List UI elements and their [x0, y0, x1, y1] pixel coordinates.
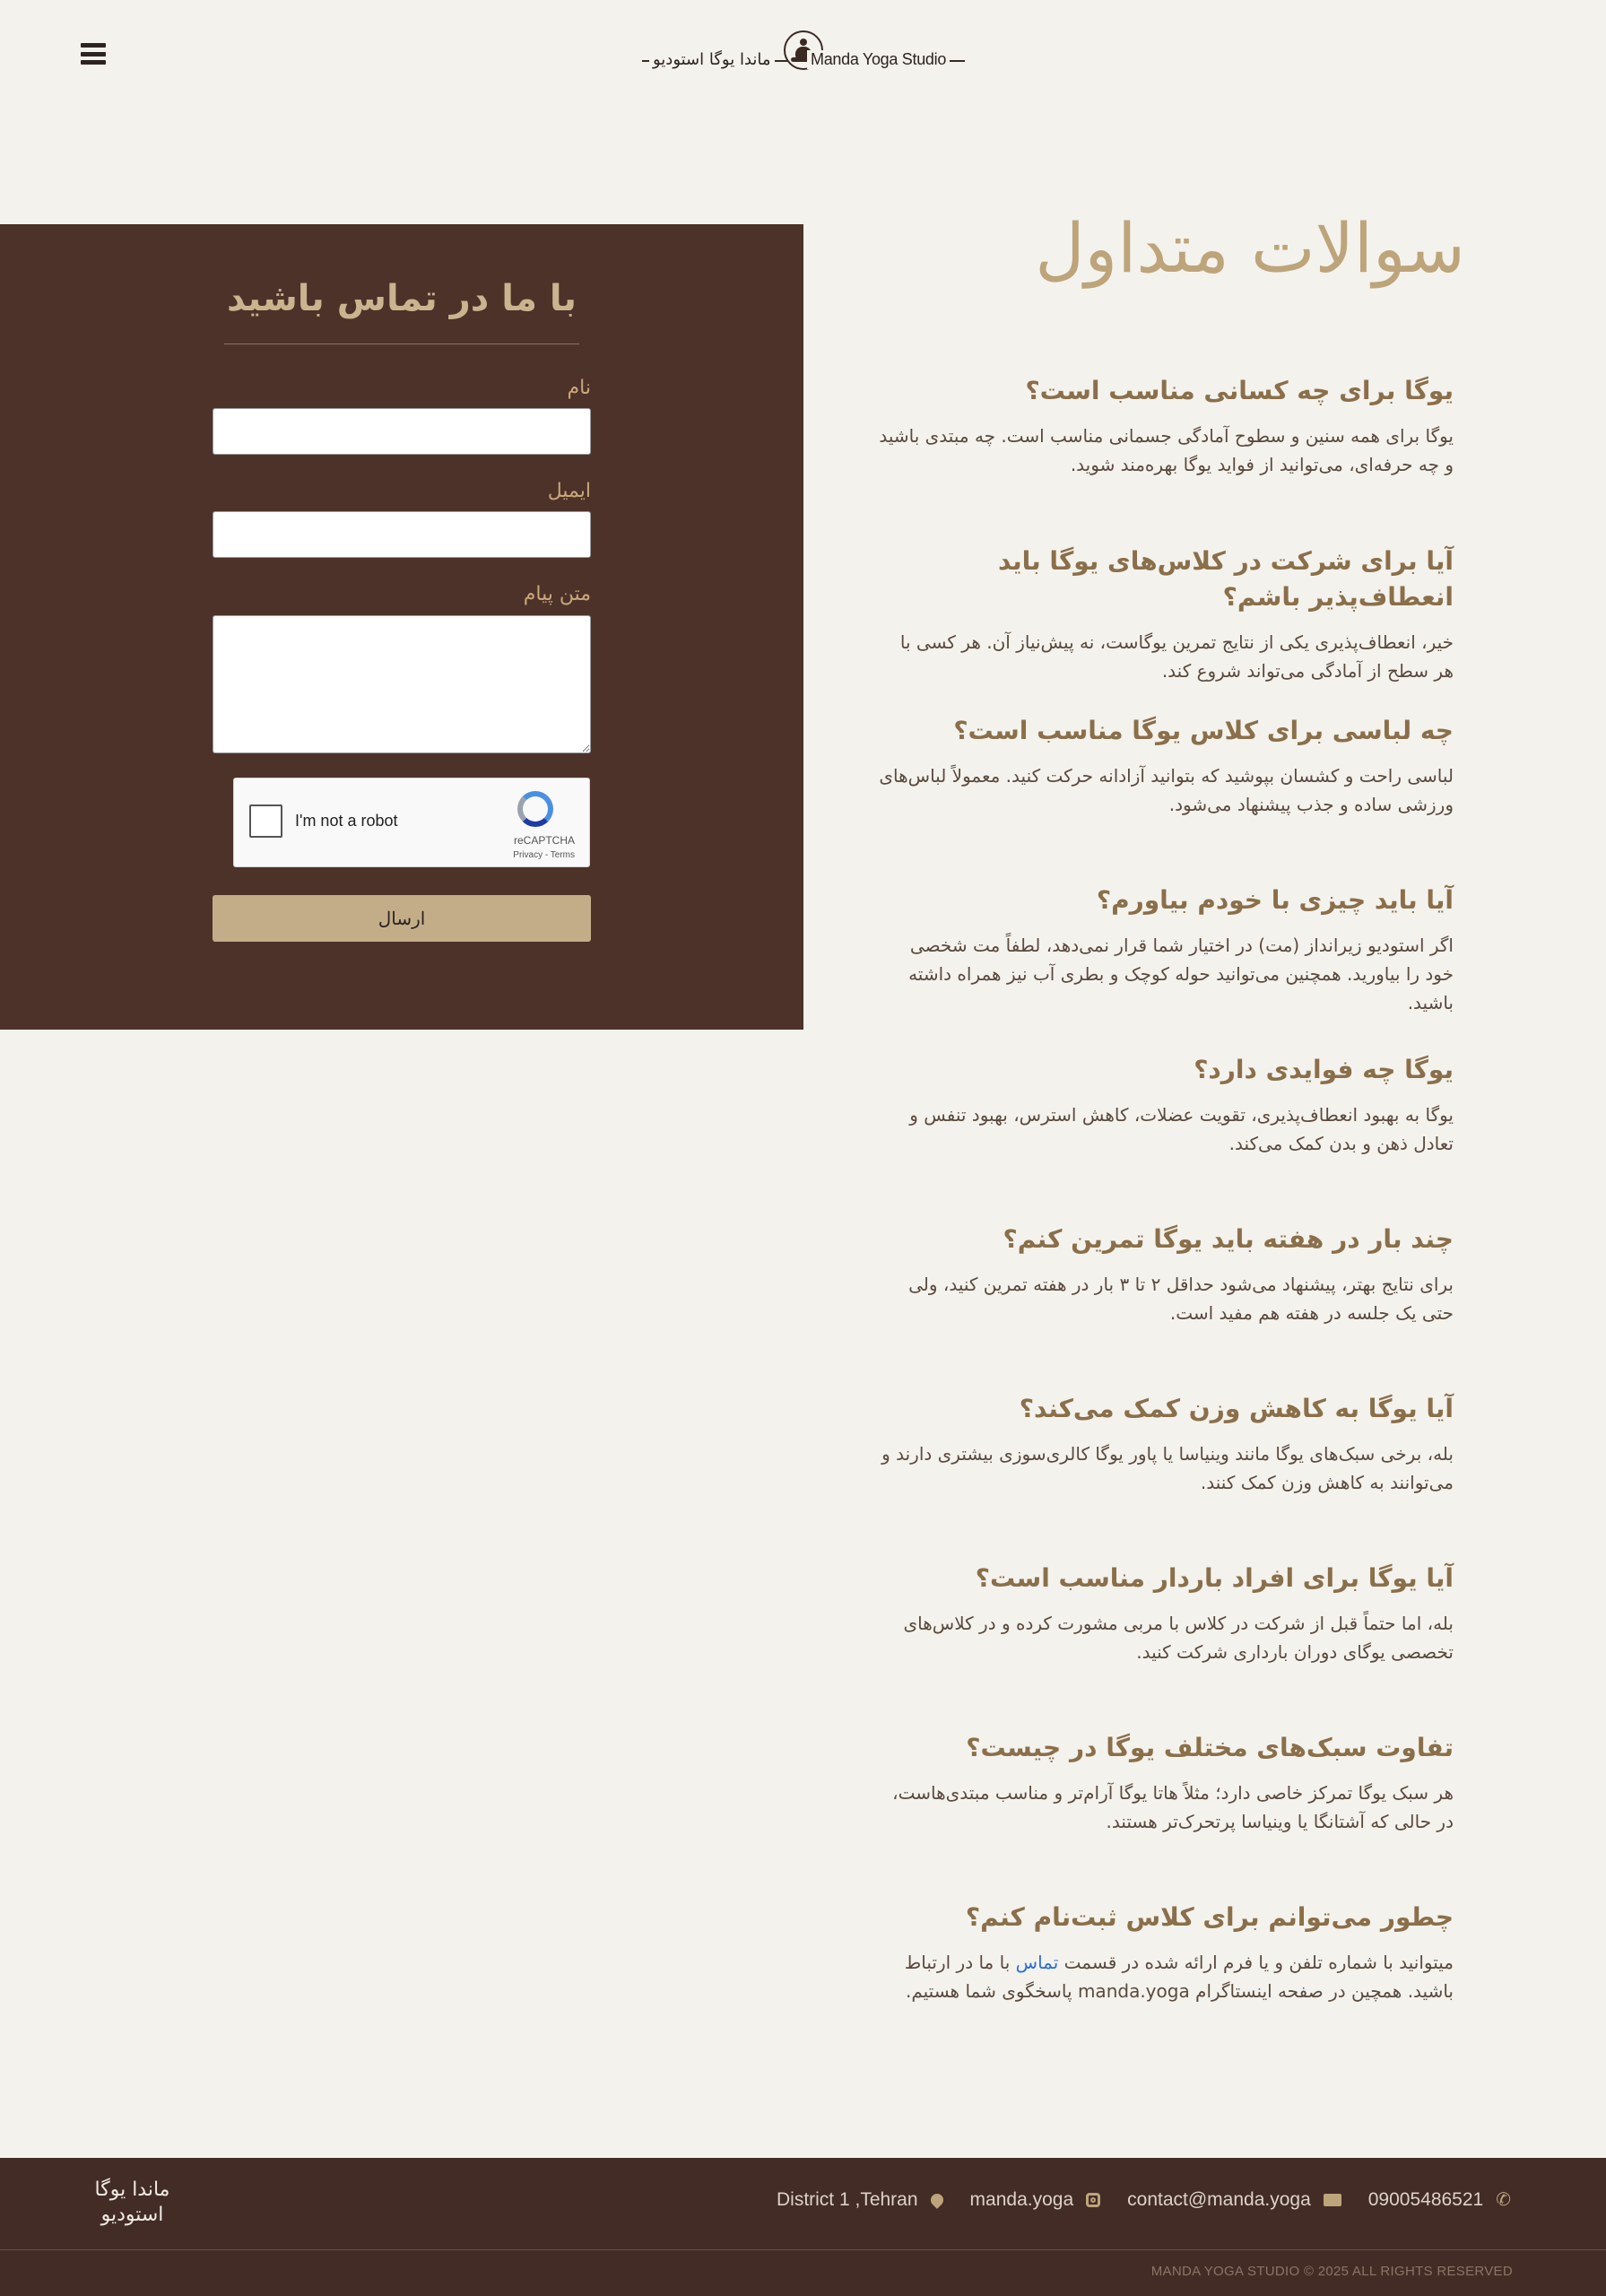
faq-item: [879, 1561, 1454, 1666]
faq-item: [879, 1900, 1454, 2005]
faq-question: آیا یوگا برای افراد باردار مناسب است؟: [975, 1563, 1454, 1593]
message-label: متن پیام: [523, 583, 591, 605]
contact-form-panel: [0, 224, 803, 1030]
logo-text-en: Manda Yoga Studio: [807, 50, 950, 69]
email-label: ایمیل: [547, 480, 591, 502]
footer-contacts: [777, 2188, 1511, 2211]
faq-answer: هر سبک یوگا تمرکز خاصی دارد؛ مثلاً هاتا یوگا آرام‌تر و مناسب مبتدی‌هاست، در حالی که آشتانگا یا وینیاسا پرتحرک‌تر هستند.: [892, 1782, 1454, 1832]
faq-item: [879, 373, 1454, 479]
faq-question: آیا یوگا به کاهش وزن کمک می‌کند؟: [1019, 1394, 1454, 1423]
faq-question: تفاوت سبک‌های مختلف یوگا در چیست؟: [966, 1733, 1454, 1762]
recaptcha-checkbox[interactable]: [249, 804, 282, 838]
instagram-icon: [1086, 2193, 1100, 2207]
faq-answer: یوگا به بهبود انعطاف‌پذیری، تقویت عضلات، کاهش استرس، بهبود تنفس و تعادل ذهن و بدن کمک می‌کند.: [909, 1104, 1454, 1154]
footer-instagram[interactable]: [970, 2189, 1101, 2211]
site-logo[interactable]: [642, 27, 965, 77]
recaptcha-label: I'm not a robot: [295, 812, 398, 830]
emblem-head: [800, 39, 807, 46]
phone-text: 09005486521: [1367, 2188, 1484, 2210]
faq-item: [879, 1052, 1454, 1158]
faq-item: [879, 713, 1454, 819]
contact-link[interactable]: تماس: [1015, 1952, 1059, 1973]
footer-logo-line: استودیو: [100, 2204, 164, 2226]
message-textarea[interactable]: [213, 615, 591, 753]
footer-logo[interactable]: [90, 2178, 175, 2228]
faq-item: [879, 1391, 1454, 1497]
menu-bar: [81, 43, 106, 48]
recaptcha-logo-icon: [517, 791, 553, 827]
footer-divider: [0, 2249, 1606, 2250]
menu-bar: [81, 60, 106, 65]
instagram-text: manda.yoga: [969, 2188, 1074, 2210]
faq-question: یوگا چه فوایدی دارد؟: [1194, 1055, 1454, 1084]
footer-logo-line: ماندا یوگا: [94, 2179, 170, 2201]
phone-icon: ✆: [1496, 2190, 1511, 2210]
faq-item: [879, 544, 1454, 685]
faq-question: چطور می‌توانم برای کلاس ثبت‌نام کنم؟: [965, 1902, 1454, 1932]
envelope-icon: [1324, 2194, 1341, 2206]
faq-question: یوگا برای چه کسانی مناسب است؟: [1025, 376, 1454, 405]
faq-answer: بله، برخی سبک‌های یوگا مانند وینیاسا یا پاور یوگا کالری‌سوزی بیشتری دارند و می‌توانند به کاهش وزن کمک کنند.: [881, 1443, 1454, 1493]
faq-question: چند بار در هفته باید یوگا تمرین کنم؟: [1003, 1224, 1454, 1254]
faq-answer: [879, 1948, 1454, 2005]
faq-item: [879, 1222, 1454, 1327]
footer-email[interactable]: [1127, 2189, 1341, 2211]
address-text: District 1 ,Tehran: [776, 2188, 918, 2210]
map-pin-icon: [928, 2191, 946, 2209]
faq-answer: خیر، انعطاف‌پذیری یکی از نتایج تمرین یوگاست، نه پیش‌نیاز آن. هر کسی با هر سطح از آمادگی می‌تواند شروع کند.: [899, 631, 1454, 682]
faq-question: چه لباسی برای کلاس یوگا مناسب است؟: [953, 716, 1454, 745]
email-field[interactable]: [213, 511, 591, 558]
recaptcha-privacy-terms-link[interactable]: Privacy - Terms: [513, 850, 575, 860]
faq-item: [879, 883, 1454, 1017]
contact-title: با ما در تماس باشید: [227, 278, 577, 319]
faq-title: سوالات متداول: [1035, 208, 1465, 288]
faq-answer: اگر استودیو زیرانداز (مت) در اختیار شما قرار نمی‌دهد، لطفاً مت شخصی خود را بیاورید. همچنین می‌توانید حوله کوچک و بطری آب نیز همراه داشته باشید.: [908, 935, 1454, 1013]
footer-phone[interactable]: [1368, 2188, 1511, 2211]
copyright-text: MANDA YOGA STUDIO © 2025 ALL RIGHTS RESERVED: [1150, 2264, 1513, 2279]
faq-answer: یوگا برای همه سنین و سطوح آمادگی جسمانی مناسب است. چه مبتدی باشید و چه حرفه‌ای، می‌توانید از فواید یوگا بهره‌مند شوید.: [879, 425, 1454, 475]
name-field[interactable]: [213, 408, 591, 455]
faq-question: آیا باید چیزی با خودم بیاورم؟: [1096, 885, 1454, 915]
faq-answer-text: میتوانید با شماره تلفن و یا فرم ارائه شده در قسمت: [1058, 1952, 1454, 1973]
logo-text-fa: ماندا یوگا استودیو: [649, 50, 775, 69]
faq-question: آیا برای شرکت در کلاس‌های یوگا باید انعطاف‌پذیر باشم؟: [997, 546, 1454, 612]
footer-address[interactable]: [777, 2189, 943, 2211]
recaptcha-brand: reCAPTCHA: [513, 834, 575, 847]
recaptcha-widget: [233, 778, 590, 867]
menu-bar: [81, 52, 106, 57]
email-text: contact@manda.yoga: [1127, 2188, 1311, 2210]
submit-button[interactable]: ارسال: [213, 895, 591, 942]
faq-answer-text: با ما در ارتباط باشید. همچین در صفحه اینستاگرام manda.yoga پاسخگوی شما هستیم.: [904, 1952, 1454, 2002]
faq-item: [879, 1730, 1454, 1836]
faq-answer: لباسی راحت و کشسان بپوشید که بتوانید آزادانه حرکت کنید. معمولاً لباس‌های ورزشی ساده و جذب پیشنهاد می‌شود.: [879, 765, 1454, 815]
name-label: نام: [567, 377, 591, 399]
faq-answer: بله، اما حتماً قبل از شرکت در کلاس با مربی مشورت کرده و در کلاس‌های تخصصی یوگای دوران بارداری شرکت کنید.: [903, 1613, 1454, 1663]
hamburger-menu-icon[interactable]: [81, 41, 106, 66]
site-footer: [0, 2158, 1606, 2296]
faq-answer: برای نتایج بهتر، پیشنهاد می‌شود حداقل ۲ تا ۳ بار در هفته تمرین کنید، ولی حتی یک جلسه در هفته هم مفید است.: [908, 1274, 1454, 1324]
